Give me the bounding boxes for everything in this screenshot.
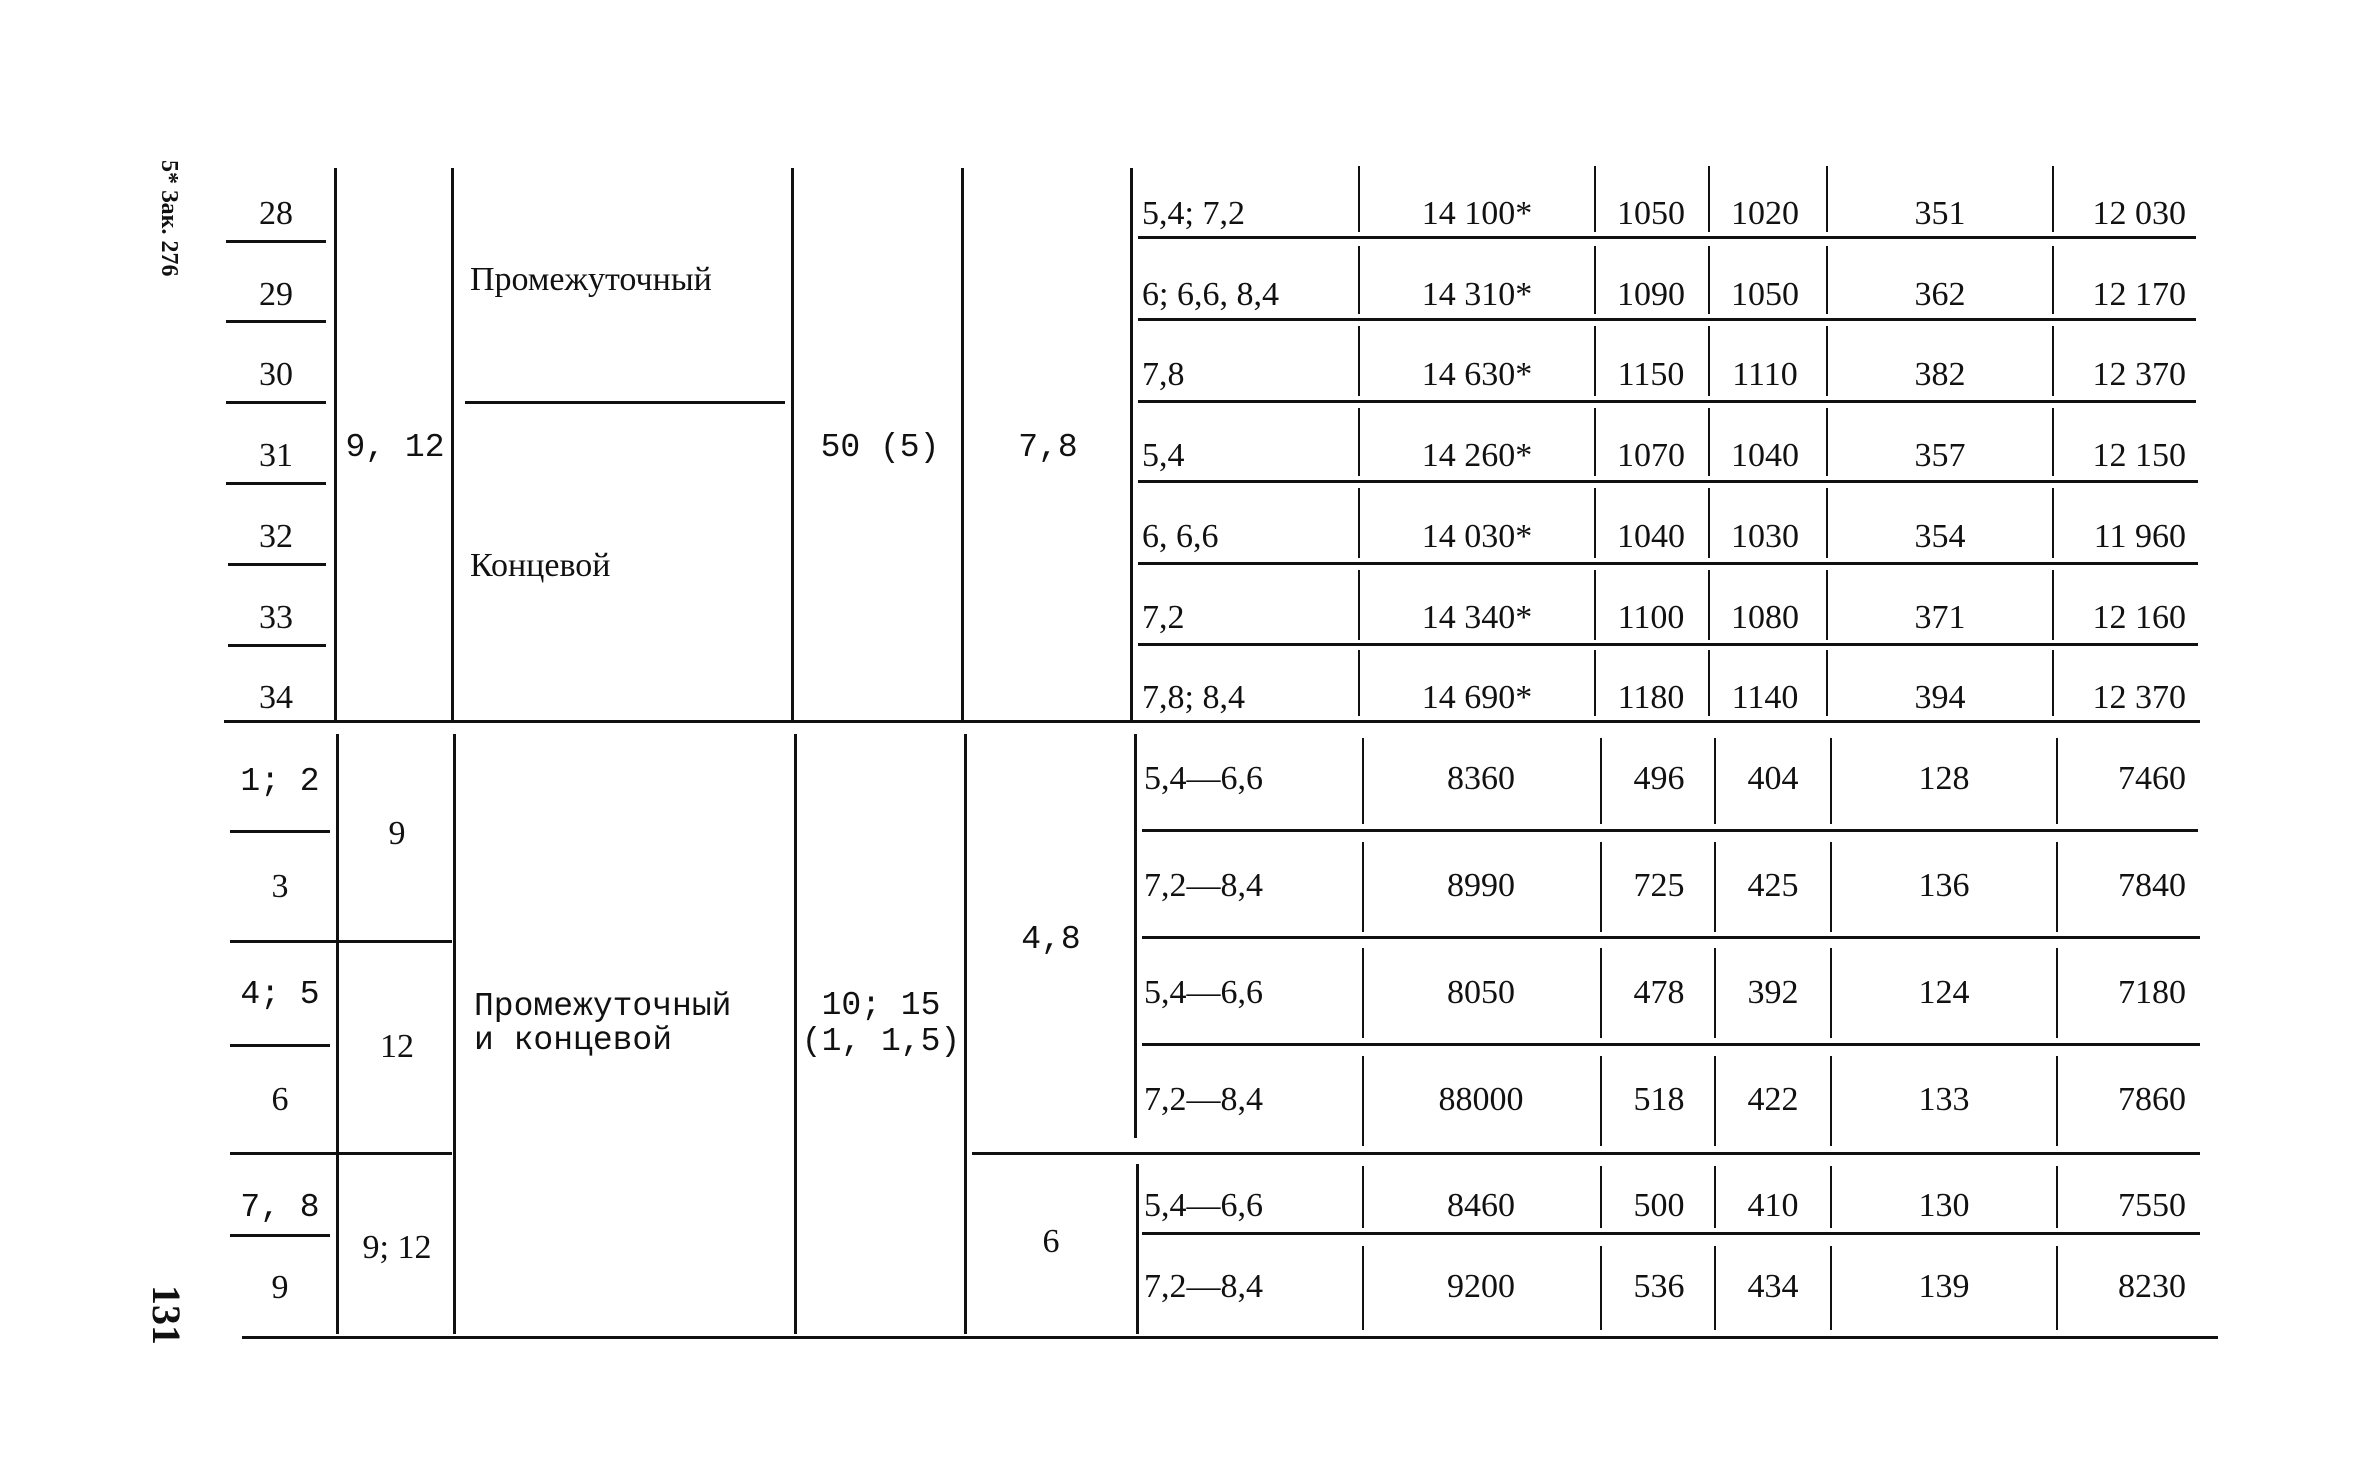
column-divider	[1362, 948, 1364, 1038]
column-divider	[1708, 650, 1710, 716]
column-divider	[1708, 408, 1710, 476]
column-divider	[2052, 570, 2054, 640]
height-value: 4,8	[1021, 921, 1081, 958]
column-divider	[1594, 650, 1596, 716]
row-no: 6	[271, 1081, 289, 1118]
row-no: 30	[259, 356, 293, 393]
column-divider	[1594, 326, 1596, 396]
column-divider	[2052, 326, 2054, 396]
column-divider	[1358, 570, 1360, 640]
column-divider	[1714, 1166, 1716, 1228]
column-divider	[1362, 738, 1364, 824]
column-divider	[1830, 738, 1832, 824]
column-divider	[1358, 650, 1360, 716]
span-cell: 7,8; 8,4	[1142, 679, 1245, 716]
row-no: 4; 5	[240, 976, 320, 1013]
column-divider	[1600, 1166, 1602, 1228]
column-divider	[1362, 1056, 1364, 1146]
type-label-line2: и концевой	[474, 1022, 673, 1059]
column-divider	[1826, 408, 1828, 476]
span-cell: 7,2—8,4	[1144, 867, 1263, 904]
column-divider	[1826, 246, 1828, 314]
column-divider	[1830, 842, 1832, 932]
column-divider	[2052, 246, 2054, 314]
row-no: 7, 8	[240, 1189, 320, 1226]
column-divider	[1830, 1246, 1832, 1330]
span-cell: 5,4—6,6	[1144, 1187, 1263, 1224]
height-value: 7,8	[1018, 429, 1078, 466]
support-value: 9; 12	[362, 1229, 432, 1266]
column-divider	[2056, 1246, 2058, 1330]
span-cell: 7,8	[1142, 356, 1185, 393]
column-divider	[2056, 948, 2058, 1038]
column-divider	[1594, 246, 1596, 314]
column-divider	[1714, 948, 1716, 1038]
column-divider	[1594, 488, 1596, 558]
column-divider	[2056, 738, 2058, 824]
column-divider	[1358, 488, 1360, 558]
row-no: 32	[259, 518, 293, 555]
row-no: 31	[259, 437, 293, 474]
column-divider	[1714, 1246, 1716, 1330]
column-divider	[1830, 948, 1832, 1038]
span-cell: 7,2—8,4	[1144, 1081, 1263, 1118]
column-divider	[1708, 488, 1710, 558]
page-number: 131	[144, 1285, 189, 1345]
column-divider	[1358, 246, 1360, 314]
column-divider	[1362, 1166, 1364, 1228]
column-divider	[2056, 1056, 2058, 1146]
type-label-line1: Промежуточный	[474, 988, 732, 1025]
column-divider	[1826, 488, 1828, 558]
column-divider	[1358, 166, 1360, 232]
row-no: 33	[259, 599, 293, 636]
span-cell: 5,4; 7,2	[1142, 195, 1245, 232]
row-no: 1; 2	[240, 763, 320, 800]
column-divider	[2052, 166, 2054, 232]
column-divider	[2056, 842, 2058, 932]
column-divider	[1714, 738, 1716, 824]
column-divider	[1830, 1166, 1832, 1228]
column-divider	[1362, 1246, 1364, 1330]
margin-note: 5* Зак. 276	[156, 160, 182, 277]
column-divider	[1826, 650, 1828, 716]
column-divider	[1708, 326, 1710, 396]
row-no: 28	[259, 195, 293, 232]
support-value: 9	[388, 815, 406, 852]
column-divider	[1600, 1246, 1602, 1330]
column-divider	[2056, 1166, 2058, 1228]
row-no: 3	[271, 868, 289, 905]
column-divider	[1826, 166, 1828, 232]
column-divider	[2052, 650, 2054, 716]
column-divider	[1708, 166, 1710, 232]
column-divider	[1594, 570, 1596, 640]
support-9-12: 9, 12	[345, 429, 445, 466]
column-divider	[1358, 408, 1360, 476]
column-divider	[1600, 948, 1602, 1038]
span-cell: 7,2—8,4	[1144, 1268, 1263, 1305]
span-cell: 6; 6,6, 8,4	[1142, 276, 1279, 313]
span-cell: 7,2	[1142, 599, 1185, 636]
height-value: 6	[1042, 1223, 1060, 1260]
column-divider	[1826, 326, 1828, 396]
column-divider	[1594, 166, 1596, 232]
column-divider	[1362, 842, 1364, 932]
span-cell: 6, 6,6	[1142, 518, 1219, 555]
type-end: Концевой	[470, 547, 611, 584]
span-cell: 5,4	[1142, 437, 1185, 474]
column-divider	[2052, 408, 2054, 476]
load-line2: (1, 1,5)	[801, 1023, 961, 1060]
column-divider	[1594, 408, 1596, 476]
row-no: 34	[259, 679, 293, 716]
load-line1: 10; 15	[821, 987, 941, 1024]
span-cell: 5,4—6,6	[1144, 760, 1263, 797]
load-value: 50 (5)	[820, 429, 940, 466]
span-cell: 5,4—6,6	[1144, 974, 1263, 1011]
type-intermediate: Промежуточный	[470, 261, 712, 298]
column-divider	[1708, 570, 1710, 640]
column-divider	[1358, 326, 1360, 396]
column-divider	[1830, 1056, 1832, 1146]
row-no: 9	[271, 1269, 289, 1306]
column-divider	[1708, 246, 1710, 314]
column-divider	[1600, 1056, 1602, 1146]
row-no: 29	[259, 276, 293, 313]
column-divider	[2052, 488, 2054, 558]
column-divider	[1826, 570, 1828, 640]
column-divider	[1600, 738, 1602, 824]
column-divider	[1714, 1056, 1716, 1146]
column-divider	[1600, 842, 1602, 932]
column-divider	[1714, 842, 1716, 932]
support-value: 12	[380, 1028, 414, 1065]
